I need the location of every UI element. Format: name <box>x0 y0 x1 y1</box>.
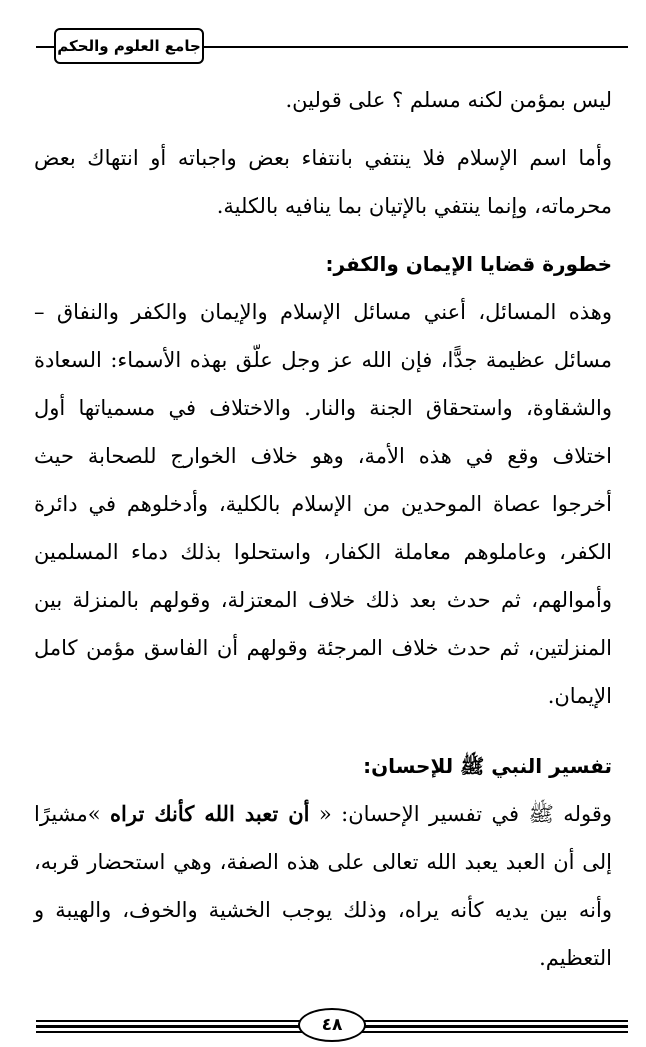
paragraph-2: وأما اسم الإسلام فلا ينتفي بانتفاء بعض واجباته أو انتهاك بعض محرماته، وإنما ينتفي بالإتيان بما ينافيه بالكلية. <box>34 146 612 218</box>
paragraph-4-rest: »مشيرًا إلى أن العبد يعبد الله تعالى على هذه الصفة، وهي استحضار قربه، وأنه بين يديه كأنه يراه، وذلك يوجب الخشية والخوف، والهيبة و التعظيم. <box>34 802 613 970</box>
paragraph-4 <box>34 790 612 982</box>
paragraph-4-intro: وقوله ﷺ في تفسير الإحسان: « <box>309 802 612 826</box>
page-footer <box>36 1008 628 1044</box>
hadith-quote: أن تعبد الله كأنك تراه <box>110 801 310 826</box>
paragraph-3: وهذه المسائل، أعني مسائل الإسلام والإيمان والكفر والنفاق – مسائل عظيمة جدًّا، فإن الله عز وجل علّق بهذه الأسماء: السعادة والشقاوة، واستحقاق الجنة والنار. والاختلاف في مسمياتها أول اختلاف وقع في هذه الأمة، وهو خلاف الخوارج للصحابة حيث أخرجوا عصاة الموحدين من الإسلام بالكلية، وأدخلوهم في دائرة الكفر، وعاملوهم معاملة الكفار، واستحلوا بذلك دماء المسلمين وأموالهم، ثم حدث بعد ذلك خلاف المعتزلة، وقولهم بالمنزلة بين المنزلتين، ثم حدث خلاف المرجئة وقولهم أن الفاسق مؤمن كامل الإيمان. <box>34 300 612 708</box>
paragraph-1: ليس بمؤمن لكنه مسلم ؟ على قولين. <box>285 88 612 112</box>
running-title: جامع العلوم والحكم <box>54 28 204 64</box>
page-body <box>34 76 612 982</box>
page-header <box>36 28 628 64</box>
section-heading-ihsan: تفسير النبي ﷺ للإحسان: <box>363 754 612 778</box>
page-number: ٤٨ <box>298 1008 366 1042</box>
section-heading-iman-kufr: خطورة قضايا الإيمان والكفر: <box>325 252 612 276</box>
